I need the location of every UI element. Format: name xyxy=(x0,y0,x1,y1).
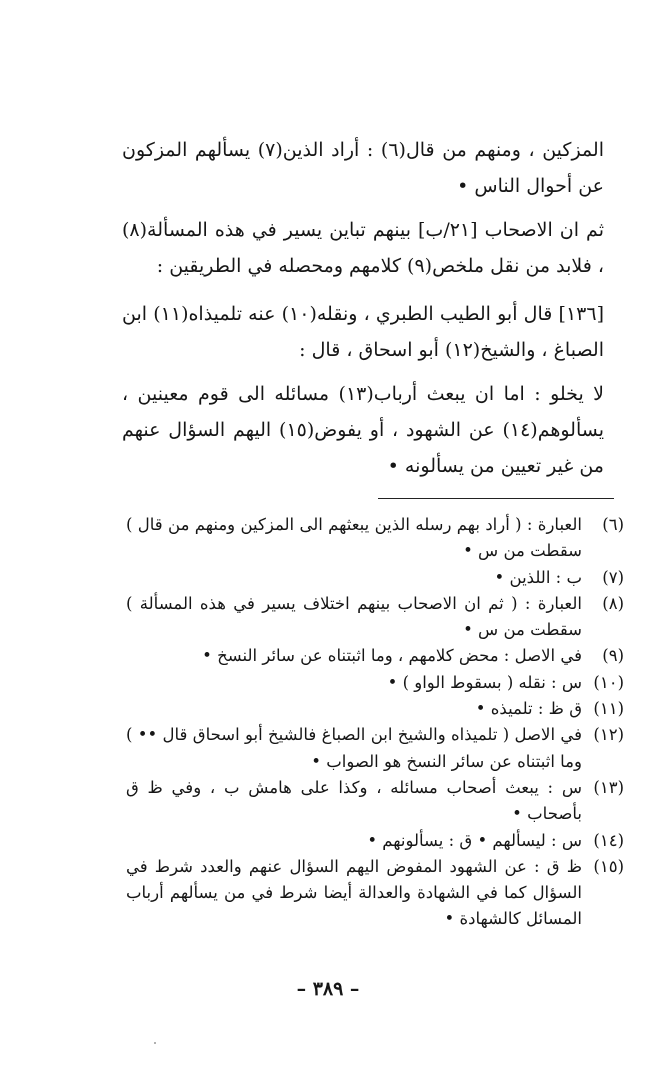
main-text xyxy=(122,132,604,496)
footnote-number: (١٥) xyxy=(593,856,624,876)
footnote-number: (٨) xyxy=(602,593,624,613)
footnote xyxy=(126,591,624,644)
footnote-text: العبارة : ( أراد بهم رسله الذين يبعثهم الى المزكين ومنهم من قال ) سقطت من س • xyxy=(126,515,582,561)
footnote-number: (٩) xyxy=(602,646,624,666)
footnote xyxy=(126,670,624,696)
footnote-text: ب : اللذين • xyxy=(494,567,582,587)
footnote xyxy=(126,512,624,565)
footnote xyxy=(126,828,624,854)
scan-speck xyxy=(154,1042,156,1044)
footnote-number: (١٢) xyxy=(593,725,624,745)
footnote-separator xyxy=(378,498,614,499)
footnote-text: ظ ق : عن الشهود المفوض اليهم السؤال عنهم والعدد شرط في السؤال كما في الشهادة والعدالة أيضا شرط في من يسألهم أرباب المسائل كالشهادة • xyxy=(126,856,582,929)
paragraph: ثم ان الاصحاب [٢١/ب] بينهم تباين يسير في هذه المسألة(٨) ، فلابد من نقل ملخص(٩) كلامهم ومحصله في الطريقين : xyxy=(122,219,604,277)
footnote-text: س : نقله ( بسقوط الواو ) • xyxy=(387,672,582,692)
footnote-text: في الاصل ( تلميذاه والشيخ ابن الصباغ فالشيخ أبو اسحاق قال •• ) وما اثبتناه عن سائر النسخ هو الصواب • xyxy=(126,725,582,771)
footnote-text: س : ليسألهم • ق : يسألونهم • xyxy=(367,830,582,850)
footnote-text: العبارة : ( ثم ان الاصحاب بينهم اختلاف يسير في هذه المسألة ) سقطت من س • xyxy=(126,593,582,640)
footnote-number: (٧) xyxy=(602,567,624,587)
footnote-number: (١٣) xyxy=(593,777,624,797)
footnotes xyxy=(126,512,624,933)
footnote-number: (٦) xyxy=(602,515,624,534)
footnote xyxy=(126,854,624,933)
footnote-number: (١١) xyxy=(593,699,624,719)
footnote xyxy=(126,565,624,591)
footnote-text: ق ظ : تلميذه • xyxy=(475,699,582,719)
footnote xyxy=(126,643,624,669)
paragraph: لا يخلو : اما ان يبعث أرباب(١٣) مسائله الى قوم معينين ، يسألوهم(١٤) عن الشهود ، أو يفوض(١٥) اليهم السؤال عنهم من غير تعيين من يسألونه • xyxy=(122,383,604,477)
footnote xyxy=(126,696,624,722)
footnote-text: في الاصل : محض كلامهم ، وما اثبتناه عن سائر النسخ • xyxy=(202,646,582,666)
footnote-text: س : يبعث أصحاب مسائله ، وكذا على هامش ب ، وفي ظ ق بأصحاب • xyxy=(126,777,582,824)
footnote xyxy=(126,775,624,828)
paragraph: المزكين ، ومنهم من قال(٦) : أراد الذين(٧) يسألهم المزكون عن أحوال الناس • xyxy=(122,139,604,197)
footnote xyxy=(126,722,624,775)
footnote-number: (١٠) xyxy=(593,672,624,692)
page-number: – ٣٨٩ – xyxy=(296,978,360,1000)
paragraph: [١٣٦] قال أبو الطيب الطبري ، ونقله(١٠) عنه تلميذاه(١١) ابن الصباغ ، والشيخ(١٢) أبو اسحاق ، قال : xyxy=(122,303,604,361)
footnote-number: (١٤) xyxy=(593,830,624,850)
